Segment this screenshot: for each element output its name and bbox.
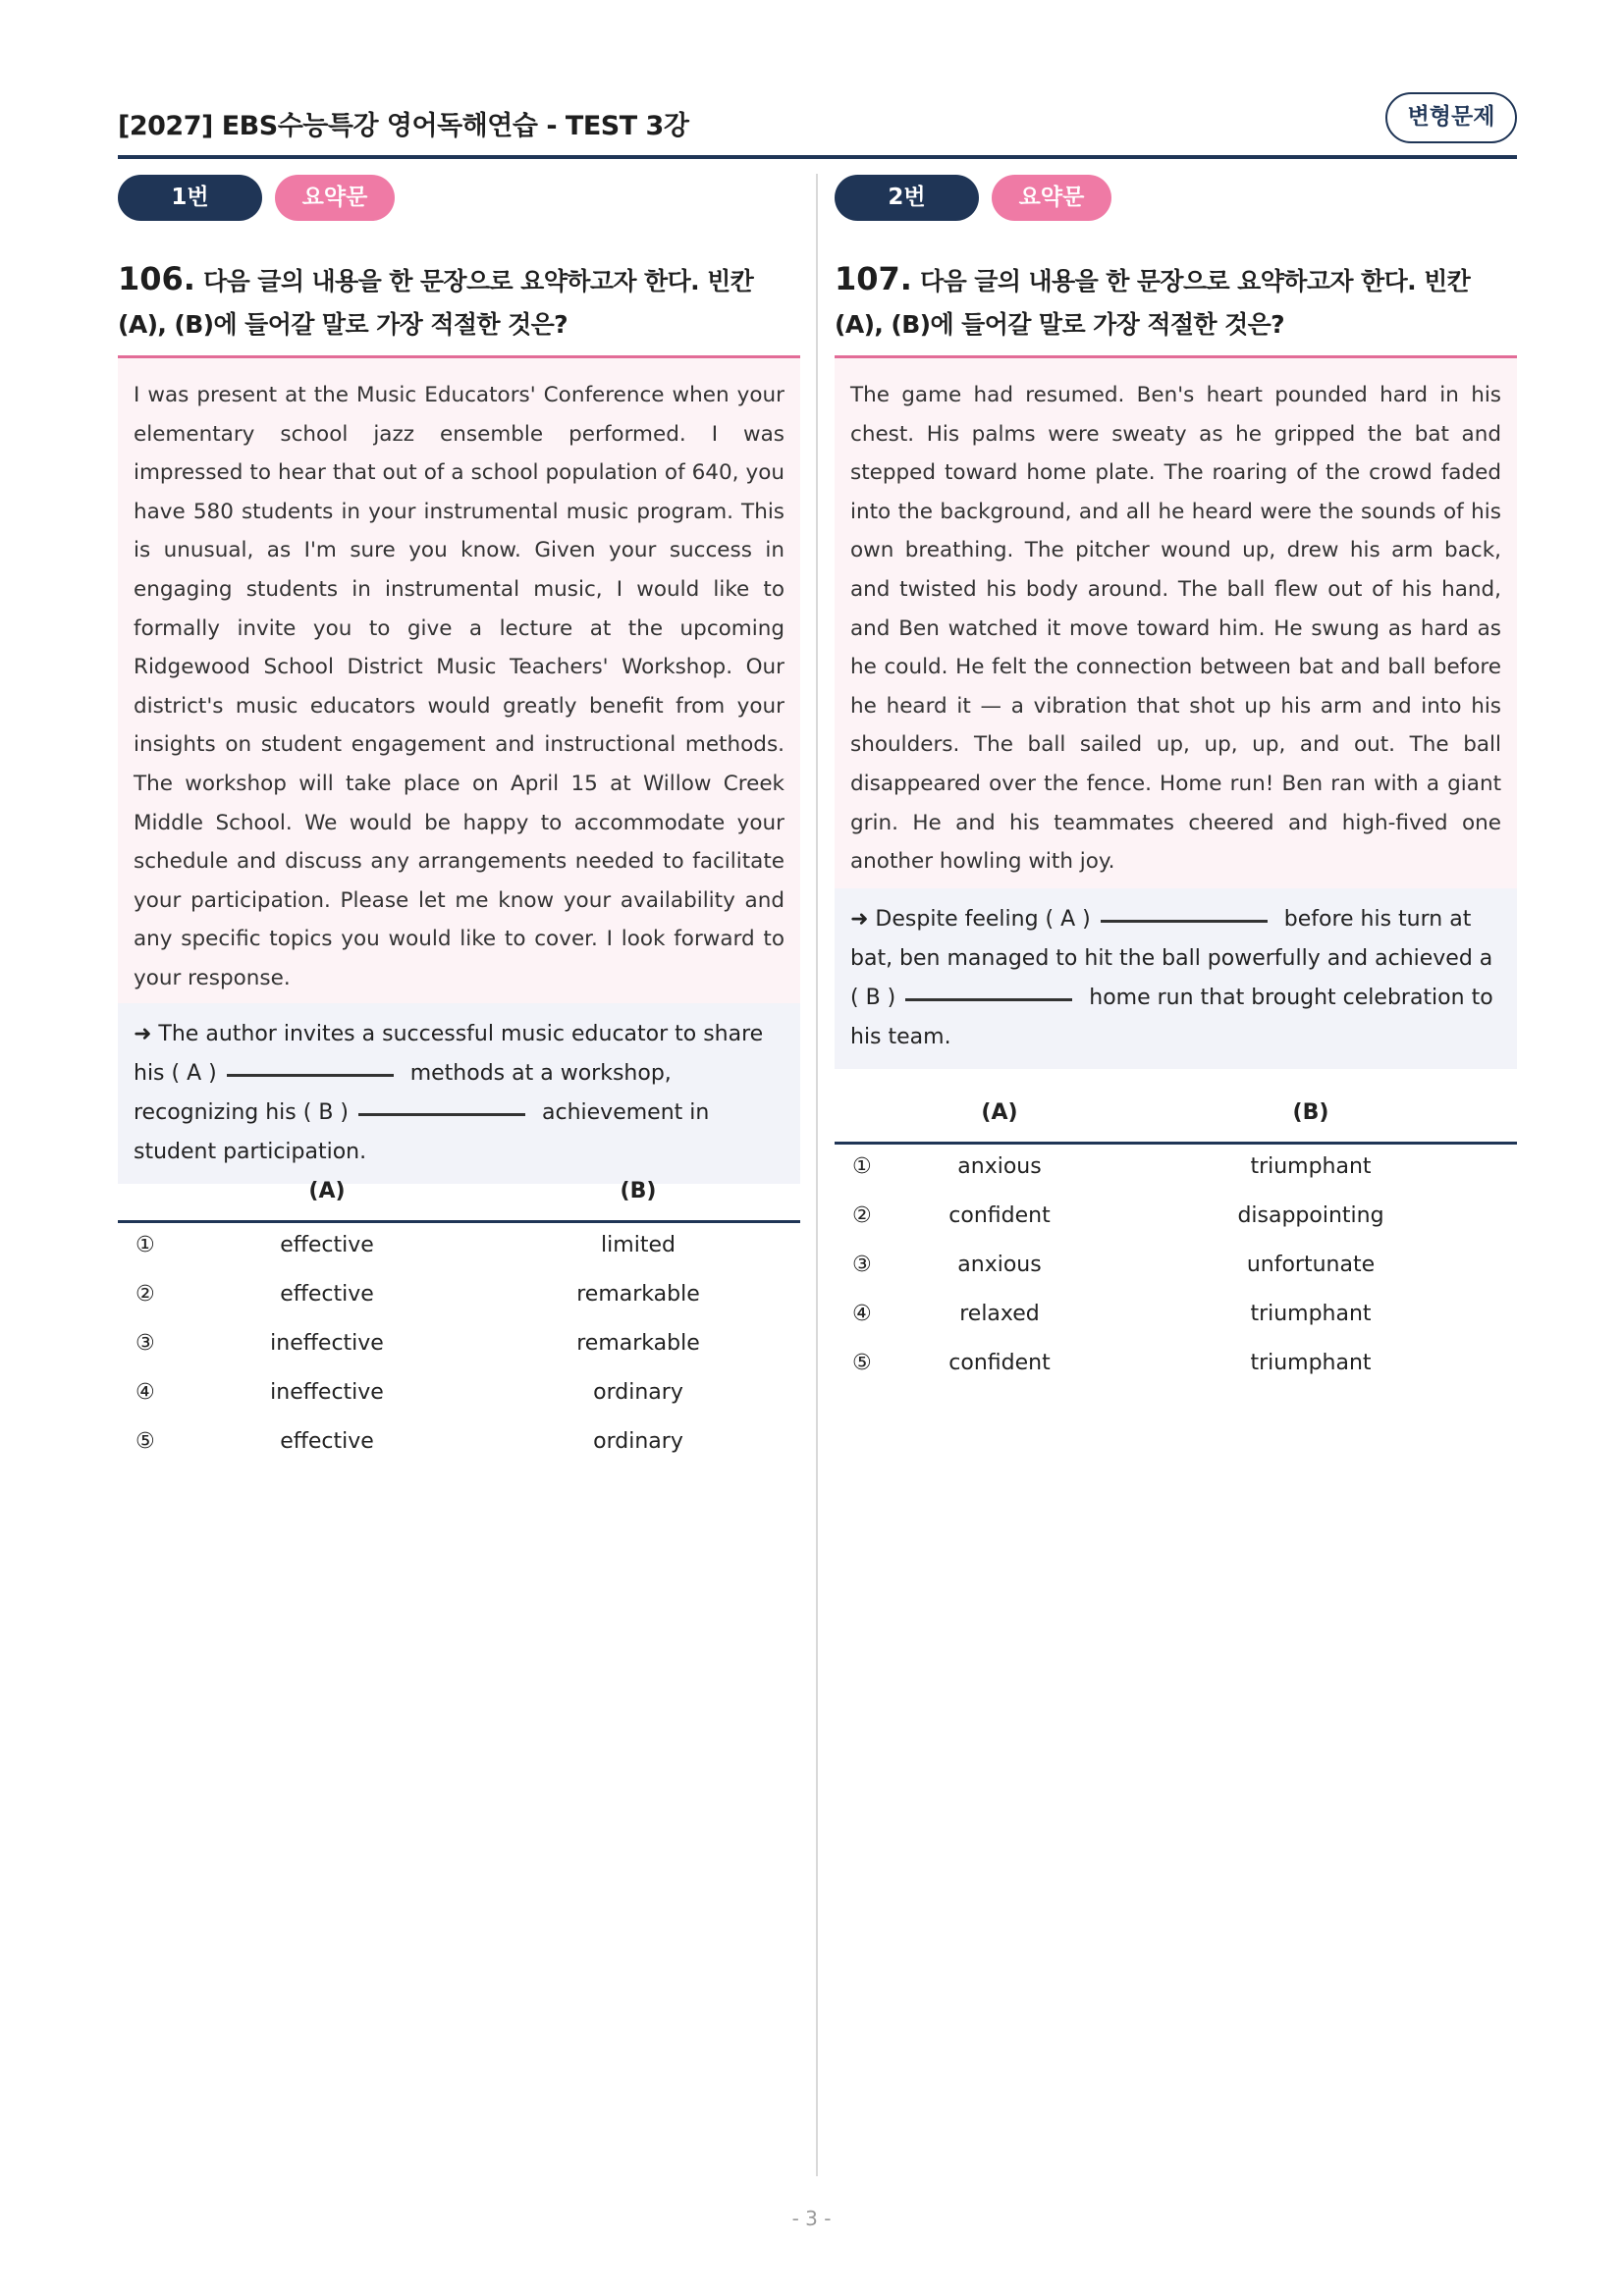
choice-mark: ② — [135, 1282, 155, 1307]
choice-row[interactable] — [118, 1419, 800, 1468]
choice-mark: ④ — [135, 1380, 155, 1405]
choice-b: triumphant — [1250, 1302, 1372, 1326]
question-number: 106. — [118, 260, 195, 297]
choice-a: effective — [280, 1429, 374, 1454]
variant-badge: 변형문제 — [1385, 92, 1517, 143]
summary-part-2: before his turn at bat, ben managed to hit the ball powerfully and achieved a ( B ) — [850, 907, 1493, 1010]
choice-b: triumphant — [1250, 1154, 1372, 1179]
choice-a: effective — [280, 1282, 374, 1307]
choice-row[interactable] — [118, 1272, 800, 1321]
choice-mark: ⑤ — [852, 1351, 872, 1375]
blank-b — [358, 1111, 525, 1116]
passage-box: I was present at the Music Educators' Conference when your elementary school jazz ensemble performed. I was impressed to hear that out of a school population of 640, you have 580 students in your instrumental music program. This is unusual, as I'm sure you know. Given your success in engaging students in instrumental music, I would like to formally invite you to give a lecture at the upcoming Ridgewood School District Music Teachers' Workshop. Our district's music educators would greatly benefit from your insights on student engagement and instructional methods. The workshop will take place on April 15 at Willow Creek Middle School. We would be happy to accommodate your schedule and discuss any arrangements needed to facilitate your participation. Please let me know your availability and any specific topics you would like to cover. I look forward to your response. — [118, 355, 800, 1021]
choice-b: ordinary — [593, 1429, 683, 1454]
choice-a: ineffective — [270, 1380, 384, 1405]
answer-choices — [118, 1171, 800, 1468]
answer-choices — [835, 1093, 1517, 1390]
choice-a: confident — [948, 1351, 1051, 1375]
column-divider — [816, 174, 818, 2176]
choice-row[interactable] — [118, 1223, 800, 1272]
choice-row[interactable] — [835, 1194, 1517, 1243]
column-b-header: (B) — [620, 1179, 657, 1203]
choice-a: effective — [280, 1233, 374, 1257]
summary-part-1: ➜ Despite feeling ( A ) — [850, 907, 1091, 932]
column-b-header: (B) — [1292, 1100, 1329, 1125]
choice-b: triumphant — [1250, 1351, 1372, 1375]
choice-a: ineffective — [270, 1331, 384, 1356]
choice-b: ordinary — [593, 1380, 683, 1405]
choice-row[interactable] — [835, 1341, 1517, 1390]
summary-part-3: achievement in student participation. — [134, 1100, 710, 1164]
question-number-pill: 2번 — [835, 175, 979, 221]
choice-row[interactable] — [118, 1321, 800, 1370]
blank-a — [227, 1072, 394, 1077]
choice-row[interactable] — [835, 1243, 1517, 1292]
choice-mark: ④ — [852, 1302, 872, 1326]
choice-b: disappointing — [1237, 1203, 1384, 1228]
choice-mark: ① — [135, 1233, 155, 1257]
summary-part-2: methods at a workshop, recognizing his ( B ) — [134, 1061, 672, 1125]
summary-part-1: ➜ The author invites a successful music educator to share his ( A ) — [134, 1022, 764, 1086]
passage-box: The game had resumed. Ben's heart pounded hard in his chest. His palms were sweaty as he gripped the bat and stepped toward home plate. The roaring of the crowd faded into the background, and all he heard were the sounds of his own breathing. The pitcher wound up, drew his arm back, and twisted his body around. The ball flew out of his hand, and Ben watched it move toward him. He swung as hard as he could. He felt the connection between bat and ball before he heard it — a vibration that shot up his arm and into his shoulders. The ball sailed up, up, up, and out. The ball disappeared over the fence. Home run! Ben ran with a giant grin. He and his teammates cheered and high-fived one another howling with joy. — [835, 355, 1517, 904]
choices-header — [118, 1171, 800, 1223]
page-header — [118, 90, 1517, 159]
choice-b: limited — [601, 1233, 676, 1257]
column-a-header: (A) — [981, 1100, 1018, 1125]
column-a-header: (A) — [308, 1179, 346, 1203]
choice-a: anxious — [957, 1253, 1042, 1277]
question-type-pill: 요약문 — [275, 175, 395, 221]
question-prompt — [835, 257, 1517, 347]
page-number: - 3 - — [791, 2207, 832, 2230]
choice-mark: ① — [852, 1154, 872, 1179]
question-prompt-text: 다음 글의 내용을 한 문장으로 요약하고자 한다. 빈칸 (A), (B)에 들어갈 말로 가장 적절한 것은? — [835, 267, 1471, 339]
question-prompt — [118, 257, 800, 347]
question-prompt-text: 다음 글의 내용을 한 문장으로 요약하고자 한다. 빈칸 (A), (B)에 들어갈 말로 가장 적절한 것은? — [118, 267, 754, 339]
choices-header — [835, 1093, 1517, 1145]
choice-a: anxious — [957, 1154, 1042, 1179]
blank-a — [1101, 918, 1268, 923]
choice-b: unfortunate — [1246, 1253, 1376, 1277]
choice-b: remarkable — [576, 1331, 700, 1356]
question-number-pill: 1번 — [118, 175, 262, 221]
summary-part-3: home run that brought celebration to his team. — [850, 986, 1493, 1049]
choice-mark: ⑤ — [135, 1429, 155, 1454]
choice-row[interactable] — [118, 1370, 800, 1419]
header-rule — [118, 155, 1517, 159]
choice-a: relaxed — [959, 1302, 1040, 1326]
choice-mark: ③ — [852, 1253, 872, 1277]
choice-b: remarkable — [576, 1282, 700, 1307]
header-title: [2027] EBS수능특강 영어독해연습 - TEST 3강 — [118, 111, 689, 141]
choice-a: confident — [948, 1203, 1051, 1228]
summary-box — [835, 888, 1517, 1069]
choice-mark: ③ — [135, 1331, 155, 1356]
question-number: 107. — [835, 260, 912, 297]
choice-row[interactable] — [835, 1145, 1517, 1194]
question-type-pill: 요약문 — [992, 175, 1111, 221]
choice-mark: ② — [852, 1203, 872, 1228]
blank-b — [905, 996, 1072, 1001]
summary-box — [118, 1003, 800, 1184]
choice-row[interactable] — [835, 1292, 1517, 1341]
